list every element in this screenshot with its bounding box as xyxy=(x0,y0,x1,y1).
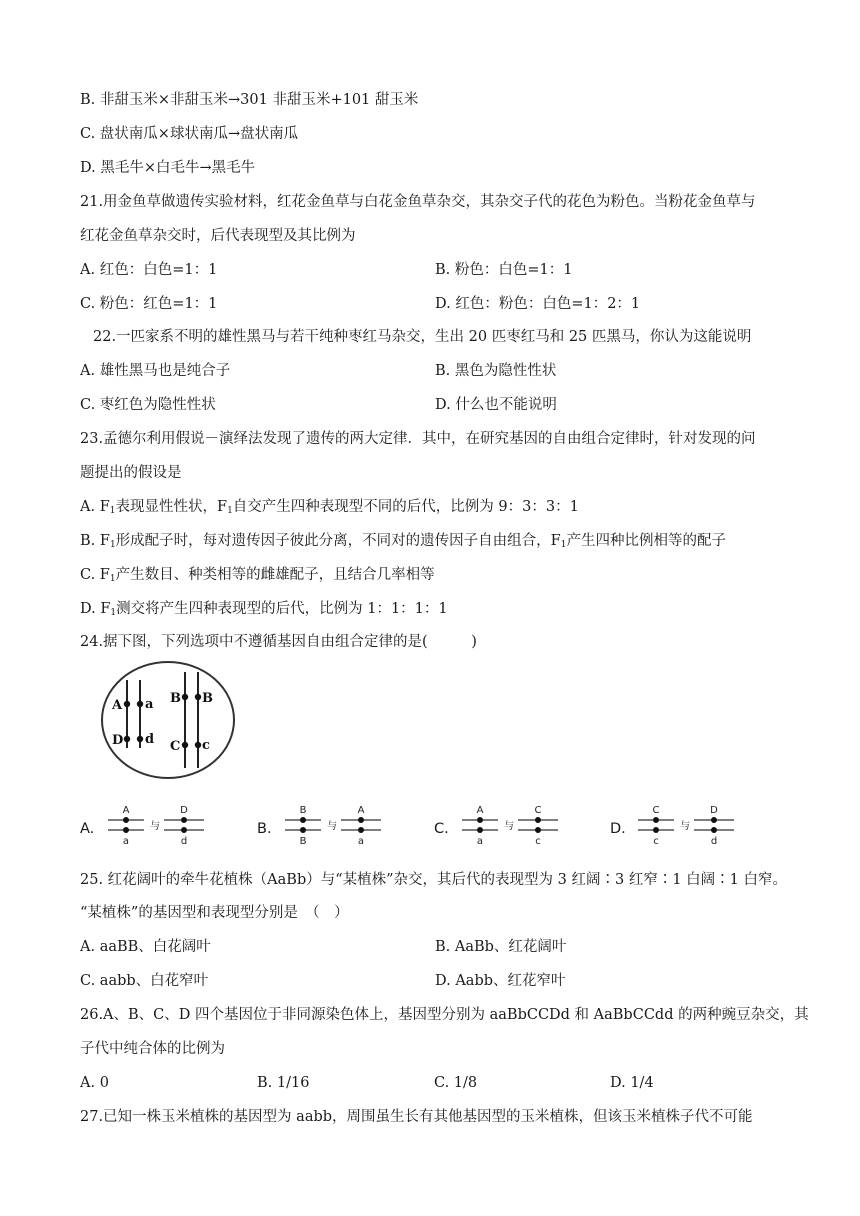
svg-text:C.: C. xyxy=(434,821,449,837)
svg-text:与: 与 xyxy=(504,821,514,832)
option-23b: B. $F_1$形成配子时，每对遗传因子彼此分离，不同对的遗传因子自由组合，$F_1$产生四种比例相等的配子 xyxy=(80,533,726,550)
svg-text:与: 与 xyxy=(327,821,337,832)
question-25-line1: 25. 红花阔叶的牵牛花植株（AaBb）与“某植株”杂交，其后代的表现型为 3 红阔∶3 红窄∶1 白阔∶1 白窄。 xyxy=(80,872,787,888)
svg-text:D: D xyxy=(180,805,188,816)
option-25d: D. Aabb、红花窄叶 xyxy=(435,973,566,989)
question-26-line1: 26.A、B、C、D 四个基因位于非同源染色体上，基因型分别为 aaBbCCDd 和 AaBbCCdd 的两种豌豆杂交，其 xyxy=(80,1007,809,1023)
option-26c: C. 1/8 xyxy=(434,1075,478,1091)
question-25-line2: “某植株”的基因型和表现型分别是 （ ） xyxy=(80,905,349,921)
svg-text:d: d xyxy=(180,836,188,847)
svg-text:A.: A. xyxy=(80,821,95,837)
option-23a: A. $F_1$表现显性性状，$F_1$自交产生四种表现型不同的后代，比例为 9：3：3：1 xyxy=(80,499,579,516)
gene-label: C xyxy=(170,739,181,754)
gene-label: D xyxy=(112,733,124,748)
option-21c: C. 粉色：红色=1：1 xyxy=(80,296,218,312)
option-20d: D. 黑毛牛×白毛牛→黑毛牛 xyxy=(80,160,256,176)
svg-text:B: B xyxy=(299,805,307,816)
option-21a: A. 红色：白色=1：1 xyxy=(80,262,218,278)
option-26a: A. 0 xyxy=(80,1075,109,1091)
svg-text:A: A xyxy=(122,805,130,816)
svg-text:C: C xyxy=(534,805,542,816)
svg-text:C: C xyxy=(652,805,660,816)
question-23-line1: 23.孟德尔利用假说－演绎法发现了遗传的两大定律．其中，在研究基因的自由组合定律时，针对发现的问 xyxy=(80,431,756,447)
option-25c: C. aabb、白花窄叶 xyxy=(80,973,209,989)
option-23d: D. $F_1$测交将产生四种表现型的后代，比例为 1：1：1：1 xyxy=(80,601,448,618)
option-24d xyxy=(610,800,760,864)
svg-text:d: d xyxy=(710,836,718,847)
option-24a xyxy=(80,800,230,864)
option-22d: D. 什么也不能说明 xyxy=(435,397,557,413)
option-25b: B. AaBb、红花阔叶 xyxy=(435,939,567,955)
svg-text:c: c xyxy=(653,836,659,847)
gene-label: d xyxy=(145,732,155,747)
option-26d: D. 1/4 xyxy=(610,1075,654,1091)
gene-label: a xyxy=(145,697,154,712)
gene-label: A xyxy=(112,698,123,713)
svg-text:c: c xyxy=(535,836,541,847)
option-22b: B. 黑色为隐性性状 xyxy=(435,363,557,379)
question-24: 24.据下图，下列选项中不遵循基因自由组合定律的是( ) xyxy=(80,634,477,650)
question-21-line2: 红花金鱼草杂交时，后代表现型及其比例为 xyxy=(80,228,356,244)
question-22: 22.一匹家系不明的雄性黑马与若干纯种枣红马杂交，生出 20 匹枣红马和 25 匹黑马，你认为这能说明 xyxy=(93,329,752,345)
svg-text:D: D xyxy=(710,805,718,816)
svg-text:B.: B. xyxy=(257,821,272,837)
cell-chromosome-diagram xyxy=(100,660,240,789)
svg-text:与: 与 xyxy=(150,821,160,832)
option-23c: C. $F_1$产生数目、种类相等的雌雄配子，且结合几率相等 xyxy=(80,567,435,584)
question-27: 27.已知一株玉米植株的基因型为 aabb，周围虽生长有其他基因型的玉米植株，但该玉米植株子代不可能 xyxy=(80,1109,753,1125)
question-26-line2: 子代中纯合体的比例为 xyxy=(80,1041,225,1057)
option-20b: B. 非甜玉米×非甜玉米→301 非甜玉米+101 甜玉米 xyxy=(80,92,419,108)
option-24b xyxy=(257,800,407,864)
svg-text:a: a xyxy=(122,836,130,847)
svg-text:A: A xyxy=(476,805,484,816)
option-20c: C. 盘状南瓜×球状南瓜→盘状南瓜 xyxy=(80,126,299,142)
gene-label: c xyxy=(202,738,210,753)
option-21b: B. 粉色：白色=1：1 xyxy=(435,262,573,278)
option-26b: B. 1/16 xyxy=(257,1075,310,1091)
option-22c: C. 枣红色为隐性性状 xyxy=(80,397,216,413)
svg-text:B: B xyxy=(299,836,307,847)
question-21-line1: 21.用金鱼草做遗传实验材料，红花金鱼草与白花金鱼草杂交，其杂交子代的花色为粉色。当粉花金鱼草与 xyxy=(80,194,756,210)
svg-text:a: a xyxy=(476,836,484,847)
gene-label: B xyxy=(170,691,181,706)
gene-label: B xyxy=(202,691,213,706)
option-21d: D. 红色：粉色：白色=1：2：1 xyxy=(435,296,641,312)
option-25a: A. aaBB、白花阔叶 xyxy=(80,939,211,955)
question-23-line2: 题提出的假设是 xyxy=(80,465,182,481)
svg-text:与: 与 xyxy=(680,821,690,832)
svg-text:D.: D. xyxy=(610,821,626,837)
svg-text:A: A xyxy=(357,805,365,816)
svg-text:a: a xyxy=(357,836,365,847)
option-24c xyxy=(434,800,584,864)
option-22a: A. 雄性黑马也是纯合子 xyxy=(80,363,231,379)
